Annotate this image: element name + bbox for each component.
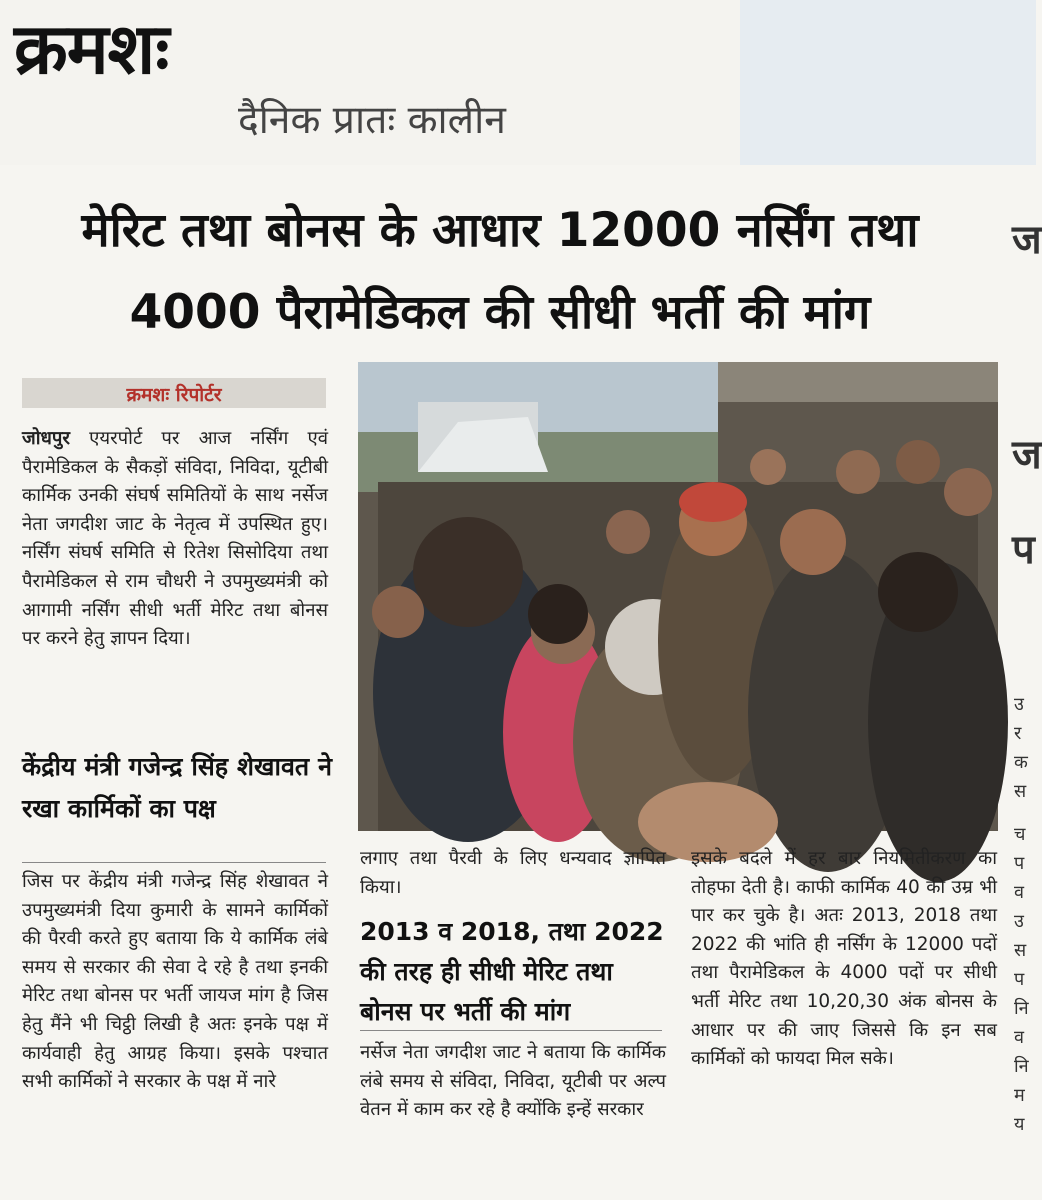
paragraph-1-text: एयरपोर्ट पर आज नर्सिंग एवं पैरामेडिकल के सैकड़ों संविदा, निविदा, यूटीबी कार्मिक उनकी संघर्ष समितियों के साथ नर्सेज नेता जगदीश जाट के नेतृत्व में उपस्थित हुए। नर्सिंग संघर्ष समिति से रितेश सिसोदिया तथा पैरामेडिकल से राम चौधरी ने उपमुख्यमंत्री को आगामी नर्सिंग सीधी भर्ती मेरिट तथा बोनस पर करने हेतु ज्ञापन दिया। (22, 428, 328, 650)
fragment-char: प (1014, 969, 1025, 990)
adjacent-column-fragments (1010, 200, 1042, 1200)
fragment-char: प (1014, 853, 1025, 874)
fragment-char: य (1014, 1114, 1025, 1135)
fragment-char: नि (1014, 998, 1029, 1019)
newspaper-name: क्रमशः (14, 8, 169, 90)
headline-line-2: 4000 पैरामेडिकल की सीधी भर्ती की मांग (129, 285, 871, 340)
fragment-char: क (1014, 752, 1028, 773)
fragment-char: व (1014, 882, 1025, 903)
byline: क्रमशः रिपोर्टर (126, 384, 222, 406)
fragment-char: च (1014, 824, 1026, 845)
article-paragraph-3: लगाए तथा पैरवी के लिए धन्यवाद ज्ञापित किया। (360, 848, 666, 898)
masthead-right-panel (740, 0, 1036, 165)
subheading-demand: 2013 व 2018, तथा 2022 की तरह ही सीधी मेरिट तथा बोनस पर भर्ती की मांग (360, 917, 664, 1026)
news-photo (358, 362, 998, 831)
fragment-char: र (1014, 723, 1022, 744)
dateline: जोधपुर (22, 428, 70, 449)
fragment-char: प (1012, 527, 1035, 573)
fragment-char: ज (1012, 217, 1042, 263)
fragment-char: नि (1014, 1056, 1029, 1077)
divider (360, 1030, 662, 1031)
fragment-char: व (1014, 1027, 1025, 1048)
divider (22, 862, 326, 863)
fragment-char: स (1014, 940, 1027, 961)
byline-bar (22, 378, 326, 408)
article-paragraph-5: इसके बदले में हर बार नियमितीकरण का तोहफा देती है। काफी कार्मिक 40 की उम्र भी पार कर चुके है। अतः 2013, 2018 तथा 2022 की भांति ही नर्सिंग के 12000 पदों तथा पैरामेडिकल के 4000 पदों पर सीधी भर्ती मेरिट तथा 10,20,30 अंक बोनस के आधार पर की जाए जिससे कि इन सब कार्मिकों को फायदा मिल सके। (691, 848, 997, 1070)
crowd-photo-illustration (358, 362, 998, 831)
fragment-char: स (1014, 781, 1027, 802)
fragment-char: उ (1014, 911, 1024, 932)
article-paragraph-1 (22, 425, 328, 654)
fragment-char: म (1014, 1085, 1025, 1106)
headline-line-1: मेरिट तथा बोनस के आधार 12000 नर्सिंग तथा (81, 203, 919, 258)
fragment-char: ज (1012, 432, 1042, 478)
subheading-minister: केंद्रीय मंत्री गजेन्द्र सिंह शेखावत ने रखा कार्मिकों का पक्ष (22, 752, 332, 823)
article-paragraph-4: नर्सेज नेता जगदीश जाट ने बताया कि कार्मिक लंबे समय से संविदा, निविदा, यूटीबी पर अल्प वेतन में काम कर रहे है क्योंकि इन्हें सरकार (360, 1042, 666, 1121)
fragment-char: उ (1014, 694, 1024, 715)
newspaper-tagline: दैनिक प्रातः कालीन (238, 98, 506, 143)
article-paragraph-2: जिस पर केंद्रीय मंत्री गजेन्द्र सिंह शेखावत ने उपमुख्यमंत्री दिया कुमारी के सामने कार्मिकों की पैरवी करते हुए बताया कि ये कार्मिक लंबे समय से सरकार की सेवा दे रहे है तथा इनकी मेरिट तथा बोनस पर भर्ती जायज मांग है जिस हेतु मैंने भी चिट्ठी लिखी है अतः इनके पक्ष में कार्यवाही हेतु आग्रह किया। इसके पश्चात सभी कार्मिकों ने सरकार के पक्ष में नारे (22, 871, 328, 1093)
